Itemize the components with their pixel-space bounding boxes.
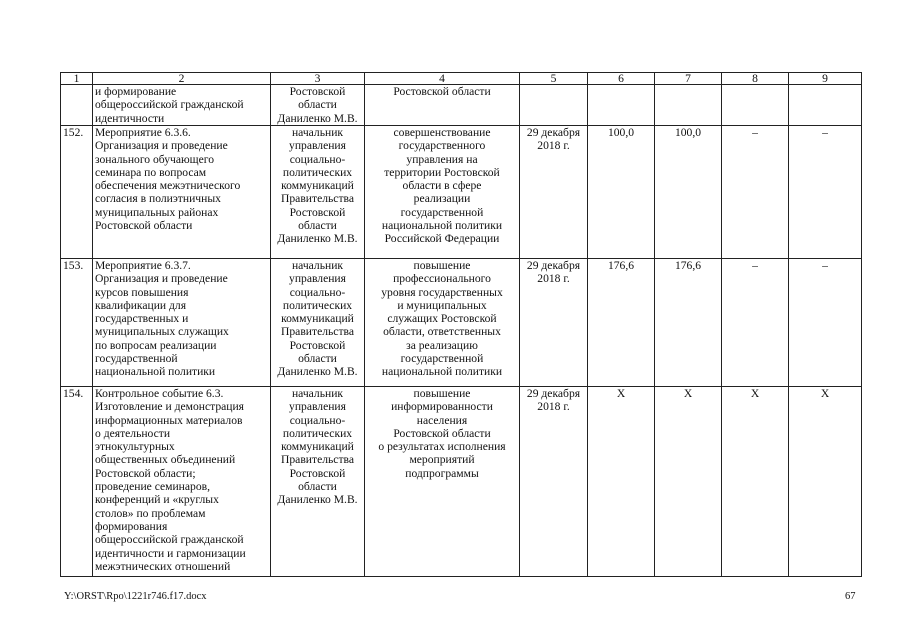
document-table <box>60 72 862 577</box>
value-cell-8: X <box>722 387 789 577</box>
footer-file-path: Y:\ORST\Rpo\1221r746.f17.docx <box>64 591 207 602</box>
row-number-cell: 153. <box>61 259 93 387</box>
row-number-cell: 152. <box>61 126 93 259</box>
measure-name-cell: Мероприятие 6.3.7. Организация и проведение курсов повышения квалификации для государственных и муниципальных служащих по вопросам реализации государственной национальной политики <box>93 259 271 387</box>
measure-name-cell: Мероприятие 6.3.6. Организация и проведение зонального обучающего семинара по вопросам обеспечения межэтнического согласия в полиэтничных муниципальных районах Ростовской области <box>93 126 271 259</box>
header-cell: 6 <box>588 73 655 85</box>
executor-cell: начальник управления социально- политических коммуникаций Правительства Ростовской области Даниленко М.В. <box>271 126 365 259</box>
executor-cell: Ростовской области Даниленко М.В. <box>271 85 365 126</box>
value-cell-7: 100,0 <box>655 126 722 259</box>
table-row <box>61 387 862 577</box>
value-cell-7 <box>655 85 722 126</box>
table-row <box>61 259 862 387</box>
table-row <box>61 85 862 126</box>
table-row <box>61 126 862 259</box>
measure-name-cell: и формирование общероссийской гражданской идентичности <box>93 85 271 126</box>
deadline-cell: 29 декабря 2018 г. <box>520 259 588 387</box>
value-cell-9 <box>789 85 862 126</box>
value-cell-9: X <box>789 387 862 577</box>
value-cell-6 <box>588 85 655 126</box>
header-cell: 2 <box>93 73 271 85</box>
value-cell-8: – <box>722 259 789 387</box>
measure-name-cell: Контрольное событие 6.3. Изготовление и демонстрация информационных материалов о деятельности этнокультурных общественных объединений Ростовской области; проведение семинаров, конференций и «круглых столов» по проблемам формирования общероссийской гражданской идентичности и гармонизации межэтнических отношений <box>93 387 271 577</box>
header-cell: 5 <box>520 73 588 85</box>
value-cell-6: 100,0 <box>588 126 655 259</box>
value-cell-8: – <box>722 126 789 259</box>
expected-result-cell: Ростовской области <box>365 85 520 126</box>
header-cell: 8 <box>722 73 789 85</box>
executor-cell: начальник управления социально- политических коммуникаций Правительства Ростовской области Даниленко М.В. <box>271 387 365 577</box>
value-cell-6: X <box>588 387 655 577</box>
value-cell-9: – <box>789 259 862 387</box>
row-number-cell <box>61 85 93 126</box>
executor-cell: начальник управления социально- политических коммуникаций Правительства Ростовской области Даниленко М.В. <box>271 259 365 387</box>
value-cell-7: 176,6 <box>655 259 722 387</box>
deadline-cell: 29 декабря 2018 г. <box>520 126 588 259</box>
value-cell-6: 176,6 <box>588 259 655 387</box>
header-cell: 9 <box>789 73 862 85</box>
table-header-row <box>61 73 862 85</box>
header-cell: 4 <box>365 73 520 85</box>
value-cell-7: X <box>655 387 722 577</box>
value-cell-9: – <box>789 126 862 259</box>
header-cell: 1 <box>61 73 93 85</box>
row-number-cell: 154. <box>61 387 93 577</box>
deadline-cell <box>520 85 588 126</box>
expected-result-cell: повышение информированности населения Ростовской области о результатах исполнения мероприятий подпрограммы <box>365 387 520 577</box>
page-number: 67 <box>845 591 856 602</box>
expected-result-cell: совершенствование государственного управления на территории Ростовской области в сфере реализации государственной национальной политики Российской Федерации <box>365 126 520 259</box>
value-cell-8 <box>722 85 789 126</box>
header-cell: 7 <box>655 73 722 85</box>
deadline-cell: 29 декабря 2018 г. <box>520 387 588 577</box>
header-cell: 3 <box>271 73 365 85</box>
expected-result-cell: повышение профессионального уровня государственных и муниципальных служащих Ростовской области, ответственных за реализацию государственной национальной политики <box>365 259 520 387</box>
